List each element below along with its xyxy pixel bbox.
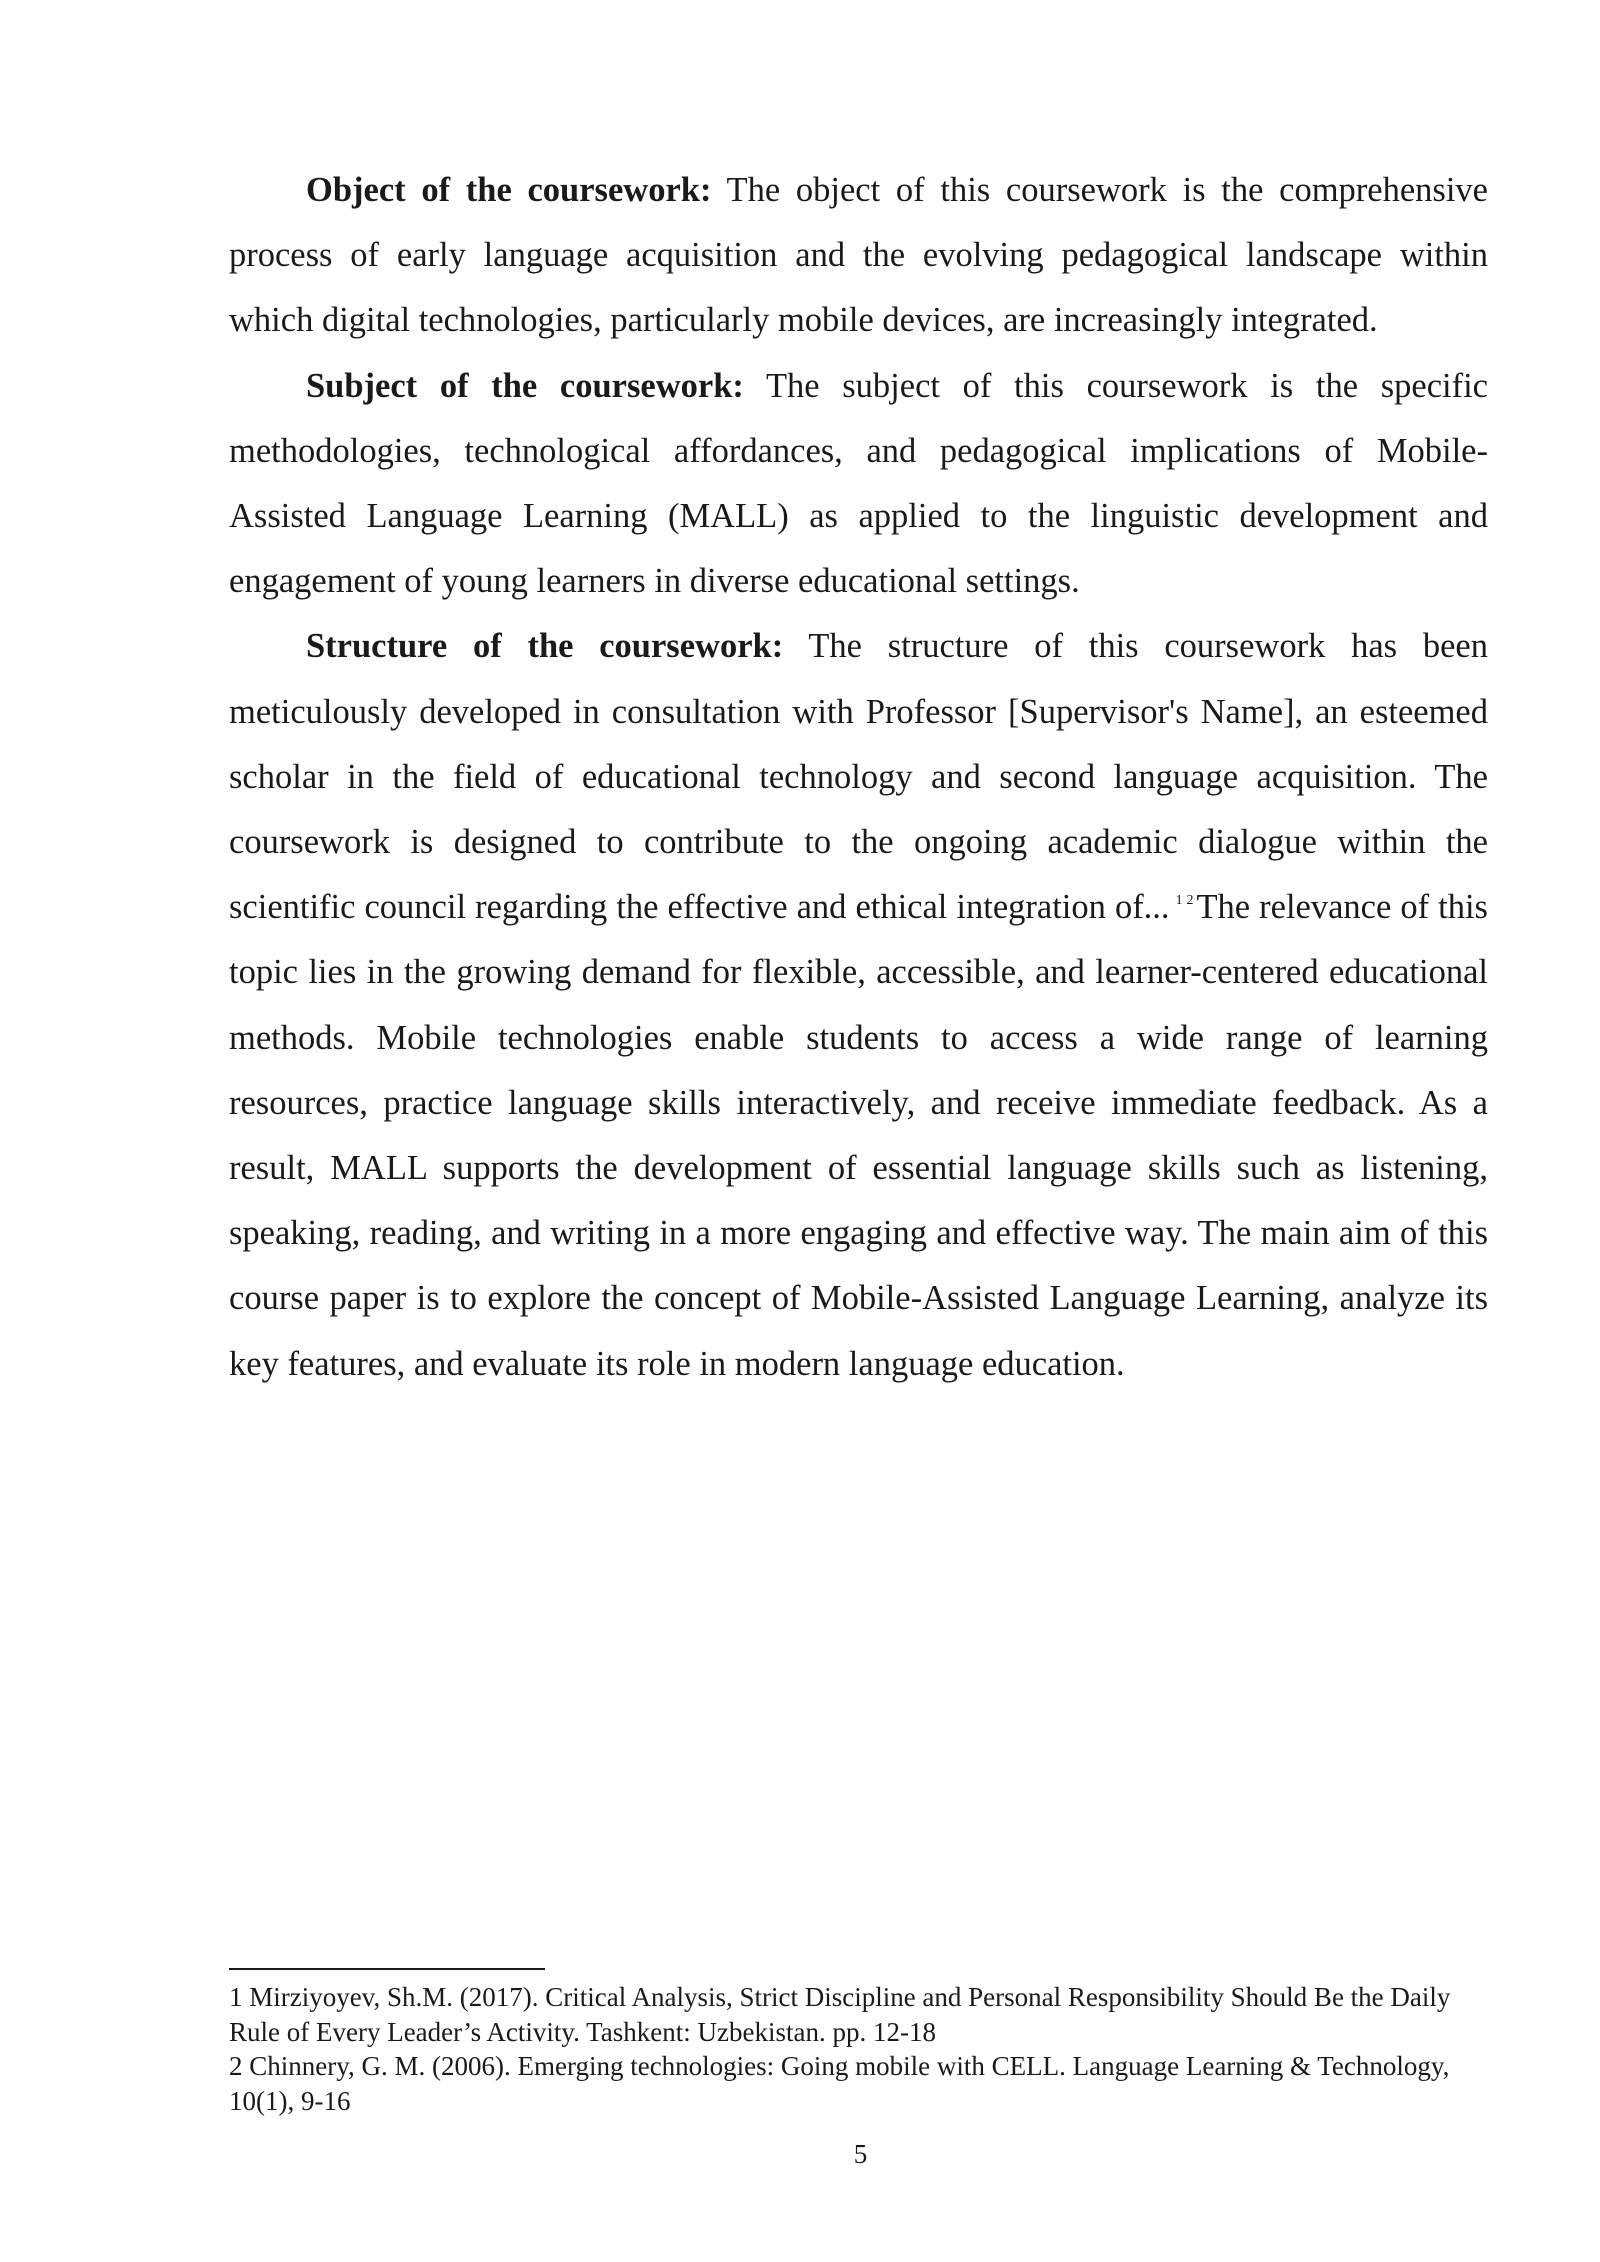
object-heading: Object of the coursework: [306, 171, 712, 209]
structure-text: The structure of this coursework has been meticulously developed in consultation with Professor [Supervisor's Name], an esteemed scholar in the field of educational technology and second language acquisition. The coursework is designed to contribute to the ongoing academic dialogue within the scientific council regarding the effective and ethical integration of... [229, 627, 1488, 927]
object-text: The object of this coursework is the comprehensive process of early language acquisition and the evolving pedagogical landscape within which digital technologies, particularly mobile devices, are increasingly integrated. [229, 171, 1488, 340]
page-number: 5 [853, 2139, 868, 2169]
body-text [229, 158, 1488, 1397]
subject-paragraph [229, 354, 1488, 615]
footnotes [229, 1980, 1488, 2118]
footnote-separator [229, 1968, 545, 1970]
structure-heading: Structure of the coursework: [306, 627, 784, 666]
subject-heading: Subject of the coursework: [306, 366, 744, 405]
relevance-text: The relevance of this topic lies in the growing demand for flexible, accessible, and learner-centered educational methods. Mobile technologies enable students to access a wide range of learning resources, practice language skills interactively, and receive immediate feedback. As a result, MALL supports the development of essential language skills such as listening, speaking, reading, and writing in a more engaging and effective way. The main aim of this course paper is to explore the concept of Mobile-Assisted Language Learning, analyze its key features, and evaluate its role in modern language education. [229, 888, 1488, 1383]
subject-text: The subject of this coursework is the specific methodologies, technological affordances, and pedagogical implications of Mobile-Assisted Language Learning (MALL) as applied to the linguistic development and engagement of young learners in diverse educational settings. [229, 366, 1488, 601]
object-paragraph [229, 158, 1488, 354]
footnote-references[interactable]: 1 2 [1175, 893, 1194, 909]
structure-paragraph [229, 614, 1488, 1396]
footnote-1: 1 Mirziyoyev, Sh.M. (2017). Critical Analysis, Strict Discipline and Personal Responsibility Should Be the Daily Rule of Every Leader’s Activity. Tashkent: Uzbekistan. pp. 12-18 [229, 1982, 1451, 2047]
footnote-2: 2 Chinnery, G. M. (2006). Emerging technologies: Going mobile with CELL. Language Learning & Technology, 10(1), 9-16 [229, 2051, 1450, 2116]
